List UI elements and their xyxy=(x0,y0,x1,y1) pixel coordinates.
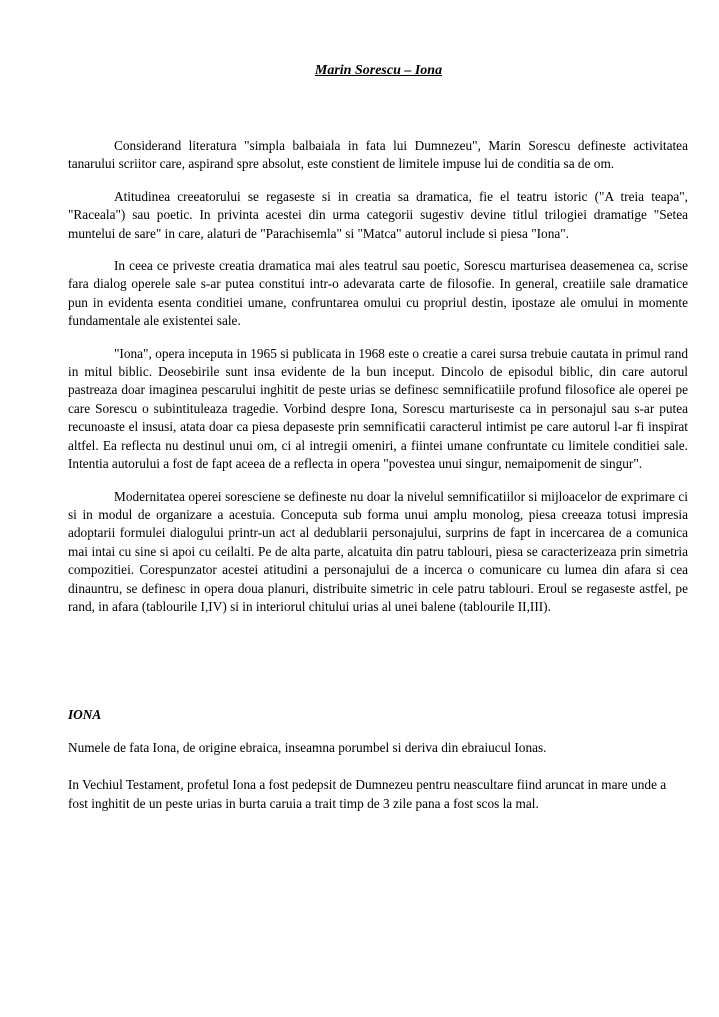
section-heading: IONA xyxy=(68,707,102,722)
section-paragraph-2: In Vechiul Testament, profetul Iona a fost pedepsit de Dumnezeu pentru neascultare fiind aruncat in mare unde a fost inghitit de un peste urias in burta caruia a trait timp de 3 zile pana a fost scos la mal. xyxy=(68,777,667,811)
essay-paragraph-2: Atitudinea creeatorului se regaseste si in creatia sa dramatica, fie el teatru istoric ("A treia teapa", "Raceala") sau poetic. In privinta acestei din urma categorii sugestiv devine titlul trilogiei dramatige "Setea muntelui de sare" in care, alaturi de "Parachisemla" si "Matca" autorul include si piesa "Iona". xyxy=(68,188,688,241)
essay-body xyxy=(68,137,688,630)
essay-paragraph-5: Modernitatea operei soresciene se defineste nu doar la nivelul semnificatiilor si mijloacelor de exprimare ci si in modul de organizare a acestuia. Conceputa sub forma unui amplu monolog, piesa creeaza totusi impresia adoptarii formulei dialogului printr-un act al dedublarii personajului, surprins de fapt in incercarea de a comunica mai intai cu sine si apoi cu ceilalti. Pe de alta parte, alcatuita din patru tablouri, piesa se caracterizeaza prin simetria compozitiei. Corespunzator acestei atitudini a personajului de a incerca o comunicare cu lumea din afara si cea dinauntru, se definesc in opera doua planuri, distribuite simetric in cele patru tablouri. Eroul se regaseste astfel, pe rand, in afara (tablourile I,IV) si in interiorul chitului urias al unei balene (tablourile II,III). xyxy=(68,488,688,614)
essay-paragraph-4: "Iona", opera inceputa in 1965 si publicata in 1968 este o creatie a carei sursa trebuie cautata in primul rand in mitul biblic. Deosebirile sunt insa evidente de la bun inceput. Dincolo de episodul biblic, din care autorul pastreaza doar imaginea pescarului inghitit de peste urias se definesc semnificatiile profund filosofice ale operei pe care Sorescu o subintituleaza tragedie. Vorbind despre Iona, Sorescu marturiseste ca in personajul sau s-ar putea recunoaste el insusi, atata doar ca piesa depaseste prin semnificatii caracterul intimist pe care autorul l-ar fi inspirat altfel. Ea reflecta nu destinul unui om, ci al intregii omeniri, a fiintei umane confruntate cu limitele conditiei sale. Intentia autorului a fost de fapt aceea de a reflecta in opera "povestea unui singur, nemaipomenit de singur". xyxy=(68,345,688,472)
document-title-text: Marin Sorescu – Iona xyxy=(314,63,443,78)
essay-paragraph-3: In ceea ce priveste creatia dramatica mai ales teatrul sau poetic, Sorescu marturisea deasemenea ca, scrise fara dialog operele sale s-ar putea constitui intr-o adevarata carte de filosofie. In general, creatiile sale dramatice pun in evidenta esenta conditiei umane, confruntarea omului cu propriul destin, ipostaze ale omului in momente fundamentale ale existentei sale. xyxy=(68,258,688,329)
section-paragraph-1: Numele de fata Iona, de origine ebraica, inseamna porumbel si deriva din ebraiucul Ionas. xyxy=(68,740,547,755)
essay-paragraph-1: Considerand literatura "simpla balbaiala in fata lui Dumnezeu", Marin Sorescu defineste activitatea tanarului scriitor care, aspirand spre absolut, este constient de limitele impuse lui de conditia sa de om. xyxy=(68,138,688,172)
document-title xyxy=(68,63,688,79)
